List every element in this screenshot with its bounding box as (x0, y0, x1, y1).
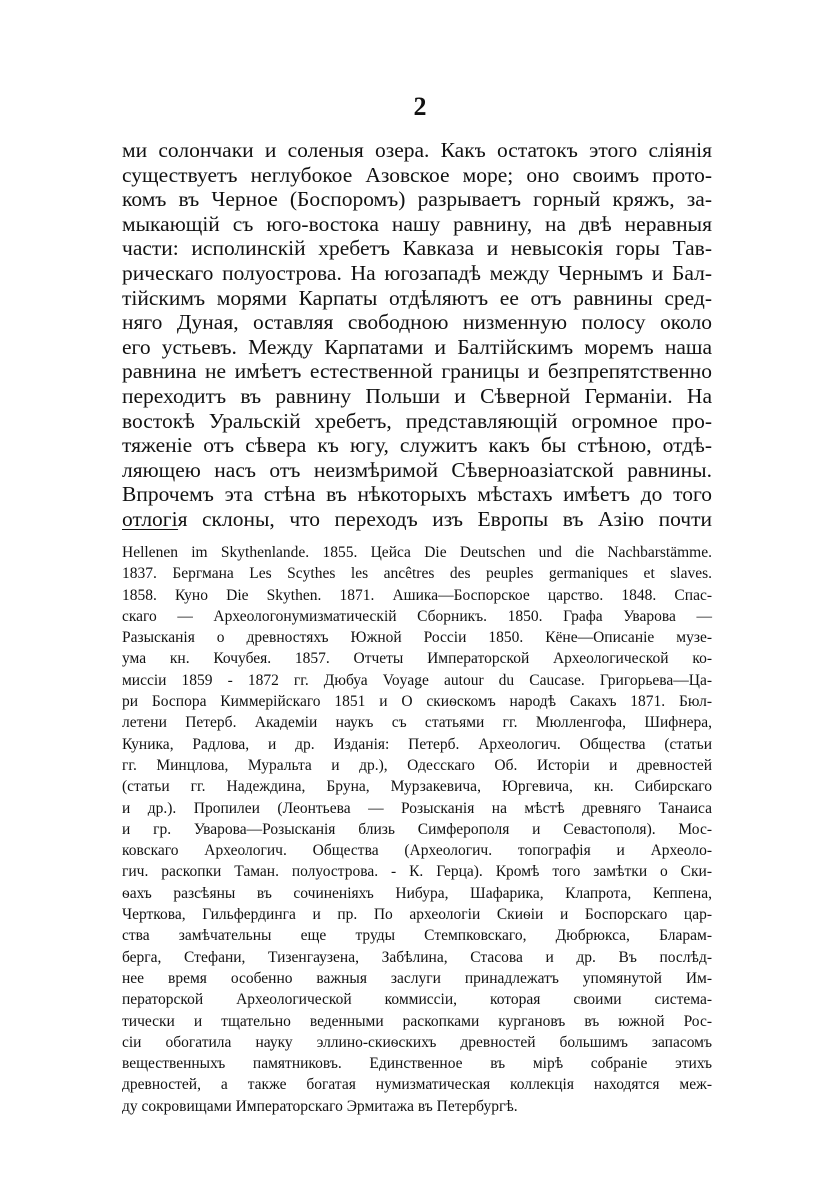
main-text-line: Впрочемъ эта стѣна въ нѣкоторыхъ мѣстахъ имѣетъ до того (122, 482, 712, 507)
main-text-line: востокѣ Уральскій хребетъ, представляющій огромное про- (122, 408, 712, 433)
footnote-line: и др.). Пропилеи (Леонтьева — Розысканія на мѣстѣ древняго Танаиса (122, 799, 712, 817)
footnote-line: древностей, а также богатая нумизматическая коллекція находятся меж- (122, 1076, 712, 1094)
footnote-line: 1858. Куно Die Skythen. 1871. Ашика—Боспорское царство. 1848. Спас- (122, 586, 712, 604)
main-text-line: комъ въ Черное (Боспоромъ) разрываетъ горный кряжъ, за- (122, 187, 712, 212)
footnote-line: ду сокровищами Императорскаго Эрмитажа въ Петербургѣ. (122, 1097, 518, 1115)
footnote-line: Черткова, Гильфердинга и пр. По археологіи Скиѳіи и Боспорскаго цар- (122, 906, 712, 924)
footnote-line: вещественныхъ памятниковъ. Единственное въ мірѣ собраніе этихъ (122, 1055, 712, 1073)
footnote-line: ковскаго Археологич. Общества (Археологич. топографія и Археоло- (122, 842, 712, 860)
footnote-line: ѳахъ разсѣяны въ сочиненіяхъ Нибура, Шафарика, Клапрота, Кеппена, (122, 884, 712, 902)
footnote-divider (122, 529, 178, 530)
main-text-line: тяженіе отъ сѣвера къ югу, служитъ какъ бы стѣною, отдѣ- (122, 433, 712, 458)
footnote-line: ства замѣчательны еще труды Стемпковскаго, Дюбрюкса, Бларам- (122, 927, 712, 945)
main-text-line: няго Дуная, оставляя свободною низменную полосу около (122, 310, 712, 335)
footnote-line: скаго — Археологонумизматическій Сборникъ. 1850. Графа Уварова — (122, 607, 712, 625)
footnote-line: и гр. Уварова—Розысканія близь Симферополя и Севастополя). Мос- (122, 820, 712, 838)
footnote-line: Куника, Радлова, и др. Изданія: Петерб. Археологич. Общества (статьи (122, 735, 712, 753)
footnote-line: летени Петерб. Академіи наукъ съ статьями гг. Мюлленгофа, Шифнера, (122, 714, 712, 732)
main-text-line: части: исполинскій хребетъ Кавказа и невысокія горы Тав- (122, 236, 712, 261)
main-text-line: переходитъ въ равнину Польши и Сѣверной Германіи. На (122, 383, 712, 408)
footnote-line: Hellenen im Skythenlande. 1855. Цейса Die Deutschen und die Nachbarstämme. (122, 544, 712, 561)
footnote-line: ператорской Археологической коммиссіи, которая своими система- (122, 991, 712, 1009)
footnote-line: берга, Стефани, Тизенгаузена, Забѣлина, Стасова и др. Въ послѣд- (122, 948, 712, 966)
footnote-line: миссіи 1859 - 1872 гг. Дюбуа Voyage autour du Caucase. Григорьева—Ца- (122, 671, 712, 689)
footnote-line: Разысканія о древностяхъ Южной Россіи 1850. Кёне—Описаніе музе- (122, 629, 712, 647)
main-text-line: рическаго полуострова. На югозападѣ между Чернымъ и Бал- (122, 260, 712, 285)
footnote-line: тически и тщательно веденными раскопками кургановъ въ южной Рос- (122, 1012, 712, 1030)
footnote-line: гг. Минцлова, Муральта и др.), Одесскаго Об. Исторіи и древностей (122, 756, 712, 774)
main-text-line: отлогія склоны, что переходъ изъ Европы въ Азію почти (122, 506, 712, 531)
footnote-line: 1837. Бергмана Les Scythes les ancêtres des peuples germaniques et slaves. (122, 565, 712, 583)
footnote-line: (статьи гг. Надеждина, Бруна, Мурзакевича, Юргевича, кн. Сибирскаго (122, 778, 712, 796)
main-text-line: тійскимъ морями Карпаты отдѣляютъ ее отъ равнины сред- (122, 285, 712, 310)
main-text-line: существуетъ неглубокое Азовское море; оно своимъ прото- (122, 162, 712, 187)
main-text-line: его устьевъ. Между Карпатами и Балтійскимъ моремъ наша (122, 334, 712, 359)
footnote-line: ри Боспора Киммерійскаго 1851 и О скиѳскомъ народѣ Сакахъ 1871. Бюл- (122, 693, 712, 711)
main-text-line: равнина не имѣетъ естественной границы и безпрепятственно (122, 359, 712, 384)
main-text (122, 138, 712, 532)
footnote-line: сіи обогатила науку эллино-скиѳскихъ древностей большимъ запасомъ (122, 1033, 712, 1051)
footnote-line: нее время особенно важныя заслуги принадлежатъ упомянутой Им- (122, 969, 712, 987)
footnote (122, 542, 712, 1117)
main-text-line: мыкающій съ юго-востока нашу равнину, на двѣ неравныя (122, 211, 712, 236)
footnote-line: ума кн. Кочубея. 1857. Отчеты Императорской Археологической ко- (122, 650, 712, 668)
page-number: 2 (413, 92, 427, 121)
main-text-line: ляющею насъ отъ неизмѣримой Сѣверноазіатской равнины. (122, 457, 712, 482)
footnote-line: гич. раскопки Таман. полуострова. - К. Герца). Кромѣ того замѣтки о Ски- (122, 863, 712, 881)
main-text-line: ми солончаки и соленыя озера. Какъ остатокъ этого сліянія (122, 138, 712, 162)
